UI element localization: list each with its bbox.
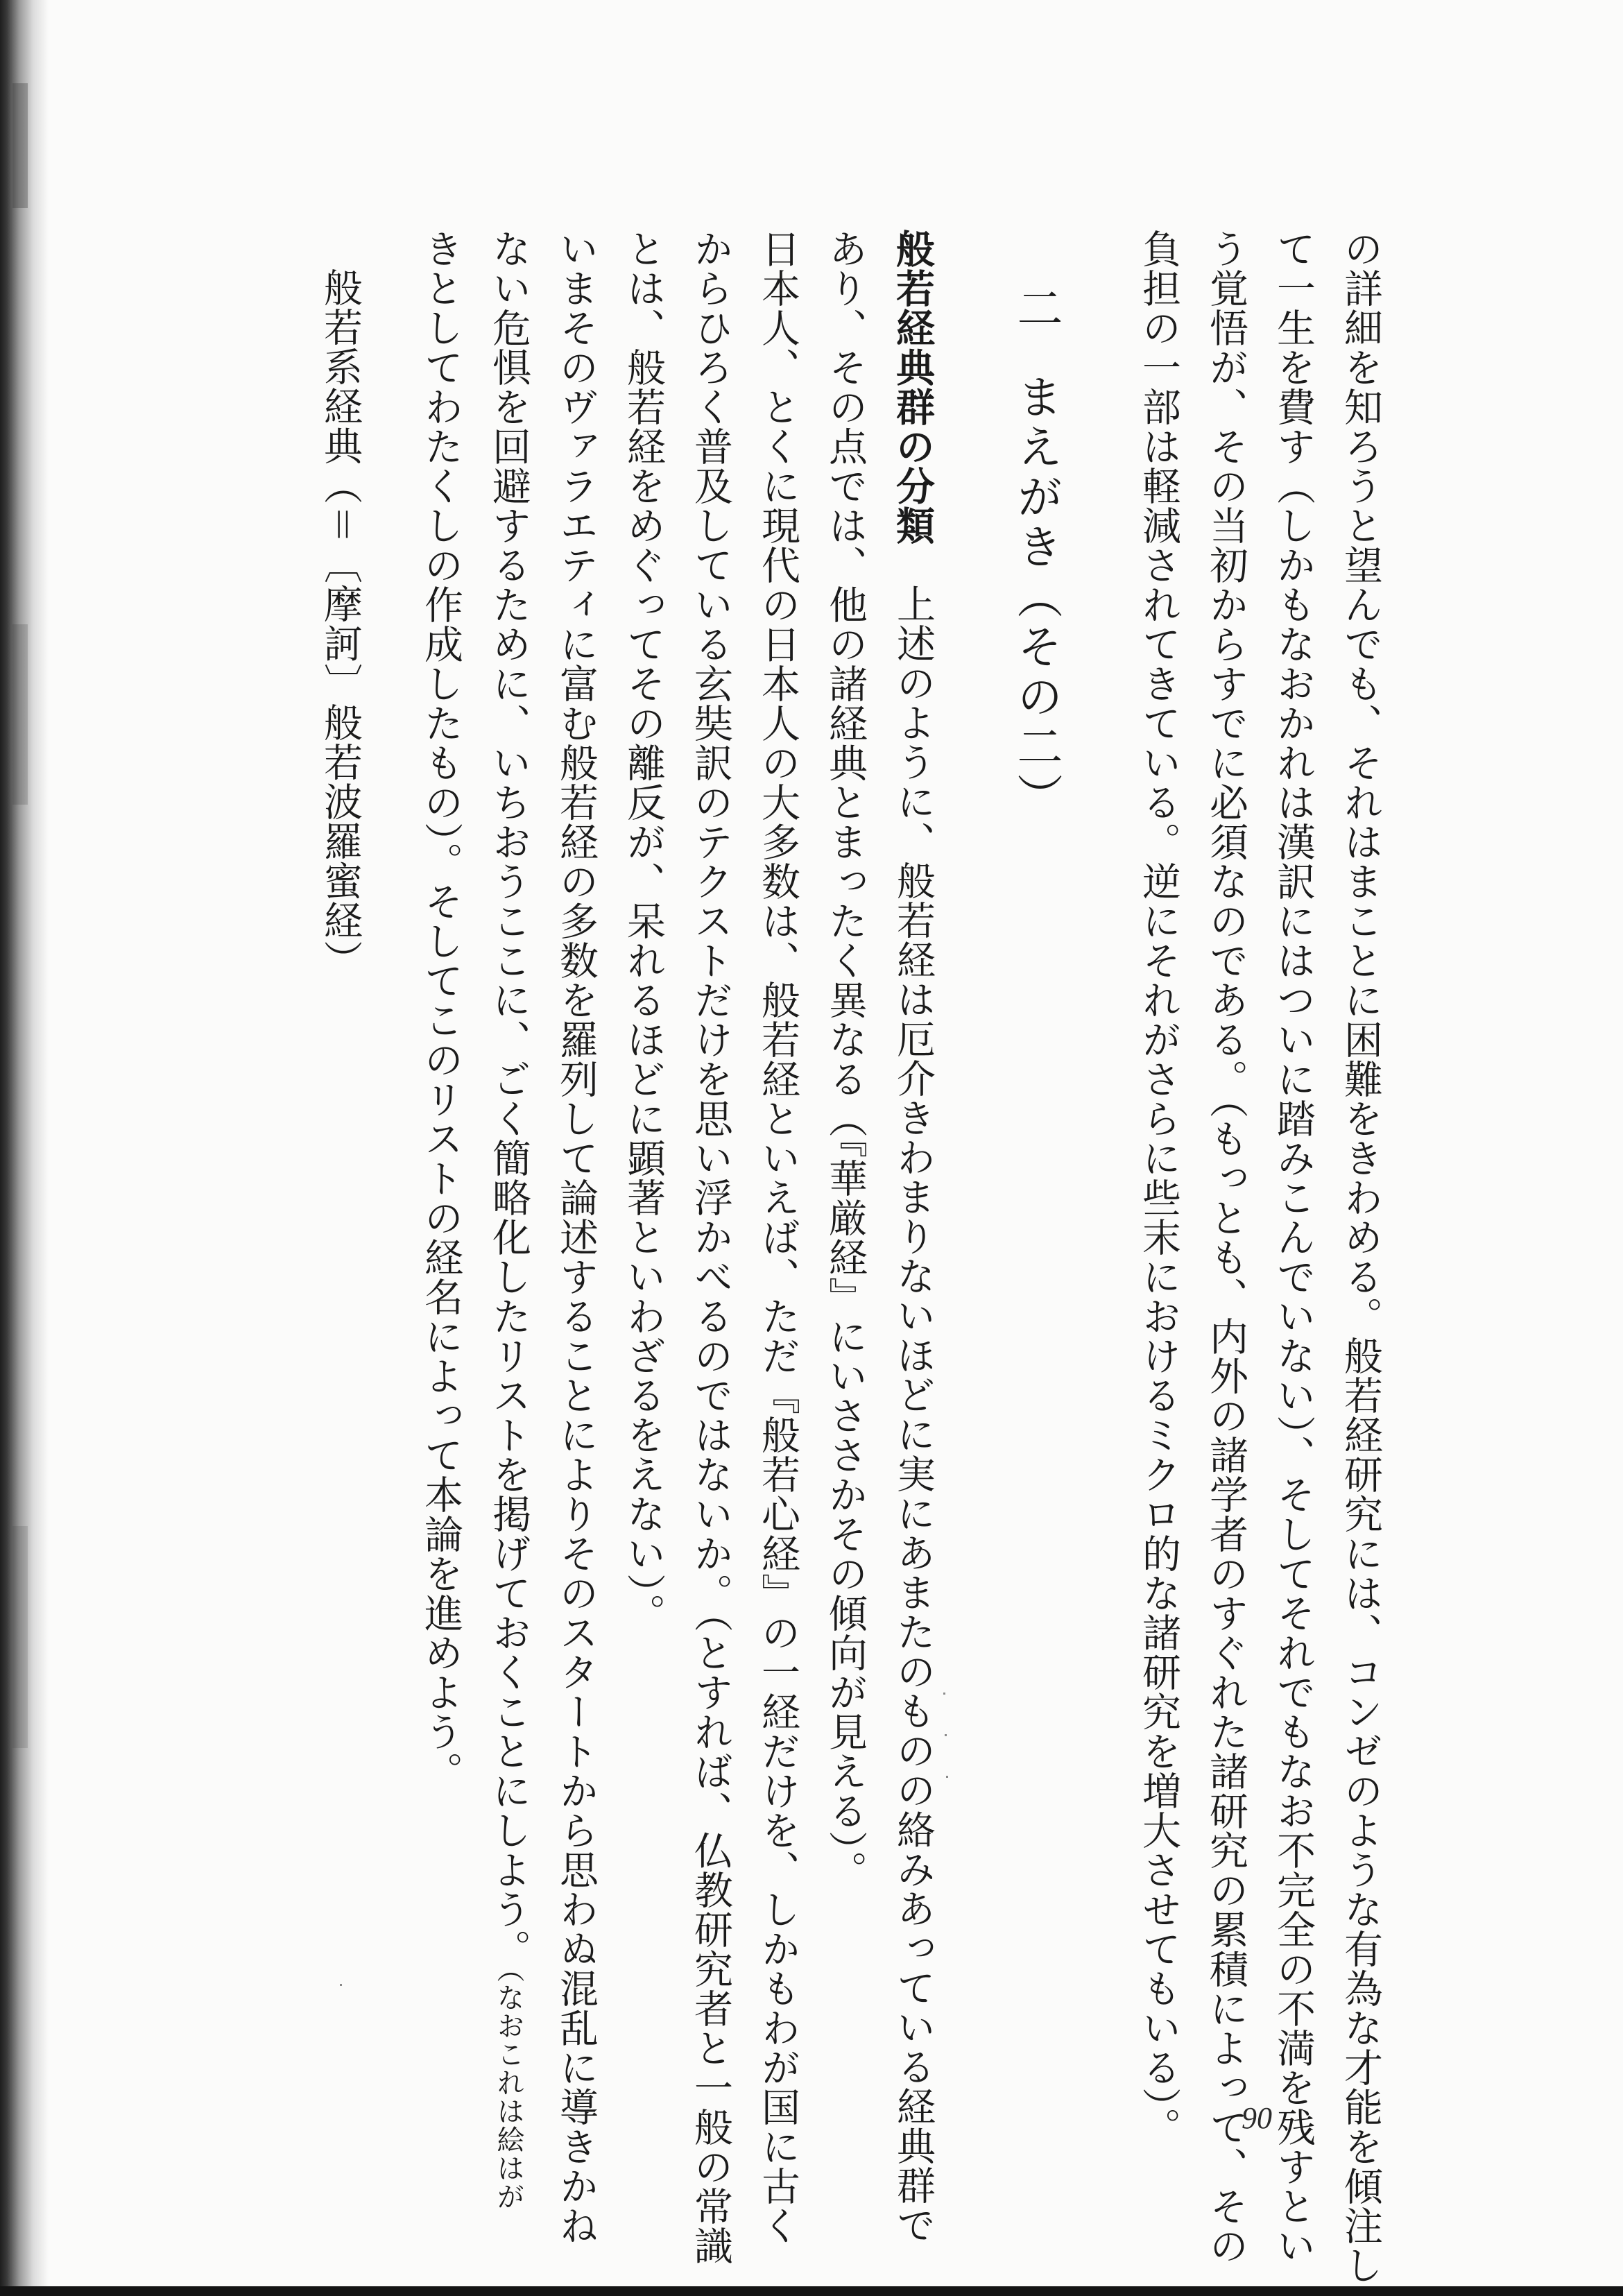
text-line: の詳細を知ろうと望んでも、それはまことに困難をきわめる。般若経研究には、コンゼのような有為な才能を傾注し [1338,229,1383,2285]
spacer [374,229,407,2005]
paragraph-keyword: 般若経典群の分類 [890,229,936,545]
text-line [542,229,610,2245]
scan-mark [12,624,28,805]
scan-speck [946,1776,948,1778]
scan-mark [12,1526,28,1748]
section-number: 二 [1009,284,1063,334]
scan-speck [943,1693,945,1695]
text-line-content: いまそのヴァラエティに富む般若経の多数を羅列して論述することによりそのスタートから思わぬ混乱に導きかね [553,229,599,2245]
section-heading [1002,229,1070,2005]
spacer [1070,229,1125,2005]
text-line: 負担の一部は軽減されてきている。逆にそれがさらに些末におけるミクロ的な諸研究を増大させてもいる）。 [1136,229,1181,2147]
paragraph-text: 上述のように、般若経は厄介きわまりないほどに実にあまたのものの絡みあっている経典群で [891,584,936,2245]
text-line: 日本人、とくに現代の日本人の大多数は、般若経といえば、ただ『般若心経』の一経だけを、しかもわが国に古く [755,229,800,2245]
text-line: からひろく普及している玄奘訳のテクストだけを思い浮かべるのではないか。（とすれば、仏教研究者と一般の常識 [688,229,733,2265]
paragraph-first-line [879,229,947,2245]
binding-shadow [0,0,49,2296]
scan-speck [340,1984,342,1986]
scan-speck [945,1734,947,1736]
section-title: まえがき（その二） [1009,373,1063,823]
text-line [474,229,542,2211]
scan-mark [12,83,28,208]
small-note: （なおこれは絵はが [492,1969,524,2211]
page-number: 90 [1242,2101,1272,2135]
text-line-content: ない危惧を回避するために、いちおうここに、ごく簡略化したリストを掲げておくことにしよう。 [486,229,531,1969]
scan-bottom-edge [0,2286,1623,2296]
text-line: あり、その点では、他の諸経典とまったく異なる（『華厳経』にいささかその傾向が見える）。 [823,229,868,1890]
spacer [947,229,1002,2005]
text-line: きとしてわたくしの作成したもの）。そしてこのリストの経名によって本論を進めよう。 [418,229,463,1791]
text-line: て一生を費す（しかもなおかれは漢訳にはついに踏みこんでいない）、そしてそれでもなお不完全の不満を残すとい [1271,229,1316,2265]
text-line: とは、般若経をめぐってその離反が、呆れるほどに顕著といわざるをえない）。 [621,229,666,1633]
list-item: 般若系経典（＝〔摩訶〕般若波羅蜜経） [318,268,363,979]
text-line: う覚悟が、その当初からすでに必須なのである。（もっとも、内外の諸学者のすぐれた諸研究の累積によって、その [1203,229,1248,2265]
